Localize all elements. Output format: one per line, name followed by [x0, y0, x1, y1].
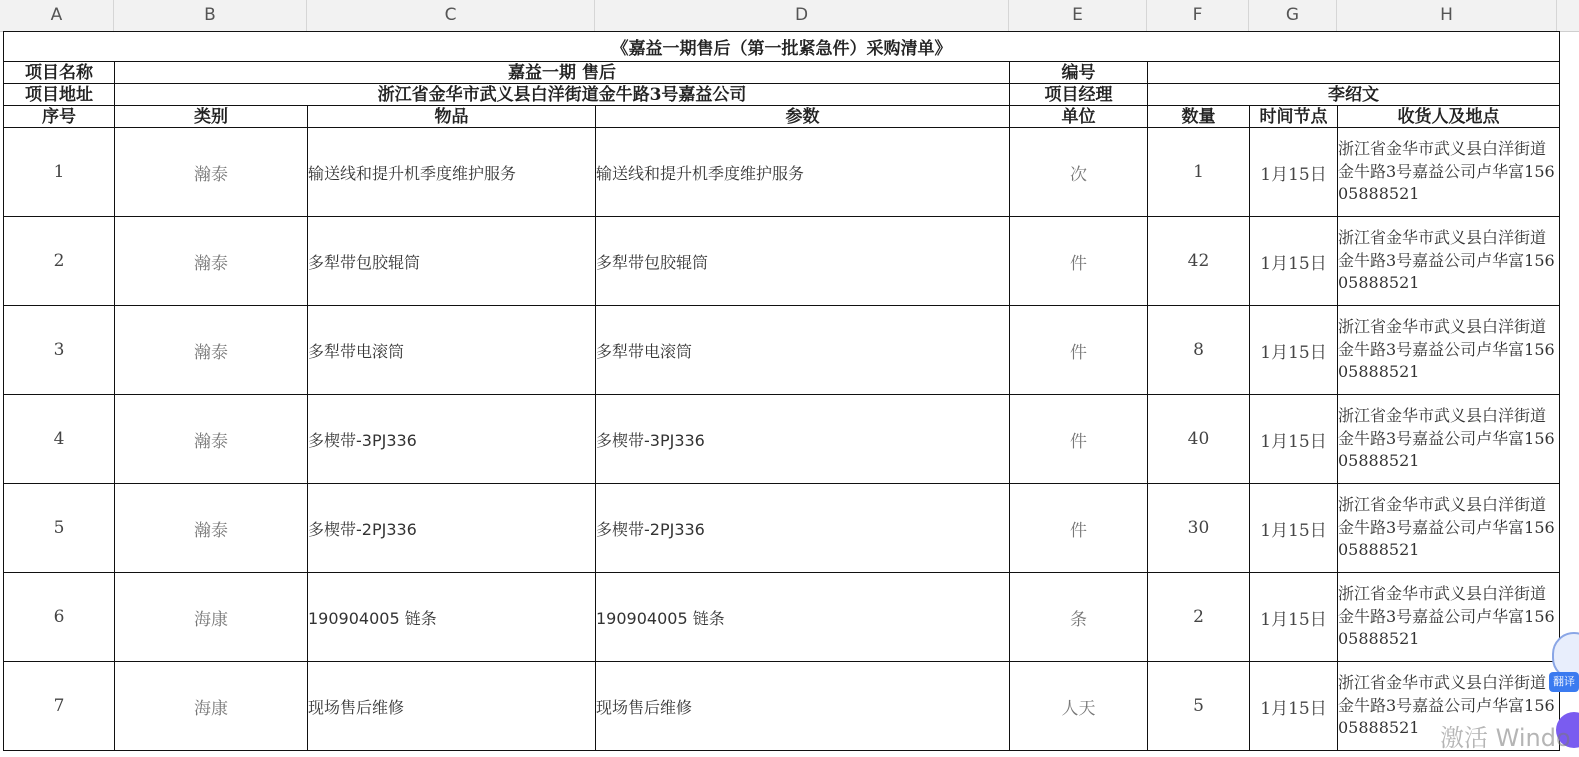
cell-time[interactable]: 1月15日	[1250, 662, 1338, 751]
cell-receiver[interactable]: 浙江省金华市武义县白洋街道金牛路3号嘉益公司卢华富15605888521	[1338, 662, 1560, 751]
number-value[interactable]	[1148, 62, 1560, 84]
spreadsheet-grid	[3, 31, 1560, 751]
column-header-d[interactable]: D	[595, 0, 1009, 31]
cell-params[interactable]: 现场售后维修	[596, 662, 1010, 751]
cell-time[interactable]: 1月15日	[1250, 573, 1338, 662]
column-header-g[interactable]: G	[1249, 0, 1337, 31]
cell-params[interactable]: 多犁带电滚筒	[596, 306, 1010, 395]
cell-item[interactable]: 多犁带包胶辊筒	[308, 217, 596, 306]
cell-params[interactable]: 多犁带包胶辊筒	[596, 217, 1010, 306]
cell-receiver[interactable]: 浙江省金华市武义县白洋街道金牛路3号嘉益公司卢华富15605888521	[1338, 573, 1560, 662]
cell-category[interactable]: 瀚泰	[115, 217, 308, 306]
cell-unit[interactable]: 件	[1010, 306, 1148, 395]
cell-seq[interactable]: 5	[4, 484, 115, 573]
table-row	[4, 573, 1560, 662]
cell-time[interactable]: 1月15日	[1250, 395, 1338, 484]
cell-params[interactable]: 输送线和提升机季度维护服务	[596, 128, 1010, 217]
cell-unit[interactable]: 件	[1010, 395, 1148, 484]
column-header-bar	[0, 0, 1579, 32]
cell-time[interactable]: 1月15日	[1250, 484, 1338, 573]
cell-unit[interactable]: 条	[1010, 573, 1148, 662]
project-address-label[interactable]: 项目地址	[4, 84, 115, 106]
cell-category[interactable]: 瀚泰	[115, 395, 308, 484]
header-qty[interactable]: 数量	[1148, 106, 1250, 128]
cell-category[interactable]: 海康	[115, 573, 308, 662]
cell-category[interactable]: 瀚泰	[115, 484, 308, 573]
cell-params[interactable]: 190904005 链条	[596, 573, 1010, 662]
cell-qty[interactable]: 42	[1148, 217, 1250, 306]
cell-seq[interactable]: 1	[4, 128, 115, 217]
cell-params[interactable]: 多楔带-3PJ336	[596, 395, 1010, 484]
table-row	[4, 217, 1560, 306]
table-row	[4, 306, 1560, 395]
cell-item[interactable]: 多犁带电滚筒	[308, 306, 596, 395]
activate-windows-watermark: 激活 Windo	[1440, 724, 1571, 752]
cell-params[interactable]: 多楔带-2PJ336	[596, 484, 1010, 573]
project-name-label[interactable]: 项目名称	[4, 62, 115, 84]
table-row	[4, 128, 1560, 217]
number-label[interactable]: 编号	[1010, 62, 1148, 84]
cell-receiver[interactable]: 浙江省金华市武义县白洋街道金牛路3号嘉益公司卢华富15605888521	[1338, 128, 1560, 217]
column-header-b[interactable]: B	[114, 0, 307, 31]
cell-qty[interactable]: 5	[1148, 662, 1250, 751]
cell-category[interactable]: 瀚泰	[115, 128, 308, 217]
header-params[interactable]: 参数	[596, 106, 1010, 128]
cell-item[interactable]: 输送线和提升机季度维护服务	[308, 128, 596, 217]
cell-seq[interactable]: 3	[4, 306, 115, 395]
cell-receiver[interactable]: 浙江省金华市武义县白洋街道金牛路3号嘉益公司卢华富15605888521	[1338, 484, 1560, 573]
cell-item[interactable]: 190904005 链条	[308, 573, 596, 662]
cell-qty[interactable]: 40	[1148, 395, 1250, 484]
cell-receiver[interactable]: 浙江省金华市武义县白洋街道金牛路3号嘉益公司卢华富15605888521	[1338, 217, 1560, 306]
cell-seq[interactable]: 2	[4, 217, 115, 306]
cell-seq[interactable]: 7	[4, 662, 115, 751]
cell-unit[interactable]: 人天	[1010, 662, 1148, 751]
cell-qty[interactable]: 2	[1148, 573, 1250, 662]
cell-receiver[interactable]: 浙江省金华市武义县白洋街道金牛路3号嘉益公司卢华富15605888521	[1338, 306, 1560, 395]
cell-unit[interactable]: 件	[1010, 217, 1148, 306]
cell-seq[interactable]: 6	[4, 573, 115, 662]
cell-receiver[interactable]: 浙江省金华市武义县白洋街道金牛路3号嘉益公司卢华富15605888521	[1338, 395, 1560, 484]
manager-label[interactable]: 项目经理	[1010, 84, 1148, 106]
project-address-value[interactable]: 浙江省金华市武义县白洋街道金牛路3号嘉益公司	[115, 84, 1010, 106]
cell-qty[interactable]: 8	[1148, 306, 1250, 395]
cell-item[interactable]: 现场售后维修	[308, 662, 596, 751]
project-name-value[interactable]: 嘉益一期 售后	[115, 62, 1010, 84]
header-seq[interactable]: 序号	[4, 106, 115, 128]
cell-time[interactable]: 1月15日	[1250, 128, 1338, 217]
column-header-c[interactable]: C	[307, 0, 595, 31]
cell-item[interactable]: 多楔带-3PJ336	[308, 395, 596, 484]
column-header-e[interactable]: E	[1009, 0, 1147, 31]
cell-seq[interactable]: 4	[4, 395, 115, 484]
cell-time[interactable]: 1月15日	[1250, 306, 1338, 395]
cell-category[interactable]: 瀚泰	[115, 306, 308, 395]
table-row	[4, 662, 1560, 751]
header-item[interactable]: 物品	[308, 106, 596, 128]
table-row	[4, 395, 1560, 484]
header-unit[interactable]: 单位	[1010, 106, 1148, 128]
column-header-f[interactable]: F	[1147, 0, 1249, 31]
sheet-title[interactable]: 《嘉益一期售后（第一批紧急件）采购清单》	[4, 32, 1560, 62]
cell-qty[interactable]: 1	[1148, 128, 1250, 217]
cell-unit[interactable]: 次	[1010, 128, 1148, 217]
header-time[interactable]: 时间节点	[1250, 106, 1338, 128]
cell-unit[interactable]: 件	[1010, 484, 1148, 573]
header-receiver[interactable]: 收货人及地点	[1338, 106, 1560, 128]
table-row	[4, 484, 1560, 573]
cell-item[interactable]: 多楔带-2PJ336	[308, 484, 596, 573]
column-header-a[interactable]: A	[0, 0, 114, 31]
column-header-h[interactable]: H	[1337, 0, 1557, 31]
header-category[interactable]: 类别	[115, 106, 308, 128]
cell-qty[interactable]: 30	[1148, 484, 1250, 573]
manager-value[interactable]: 李绍文	[1148, 84, 1560, 106]
cell-time[interactable]: 1月15日	[1250, 217, 1338, 306]
cell-category[interactable]: 海康	[115, 662, 308, 751]
translate-badge[interactable]: 翻译	[1549, 672, 1579, 692]
